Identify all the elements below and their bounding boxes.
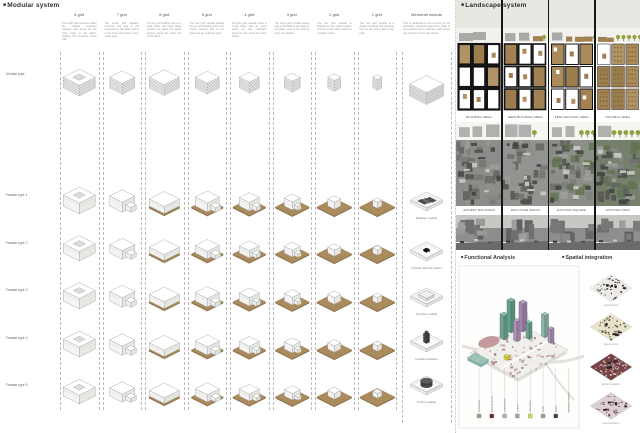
facade-cell-5 [186,371,229,411]
elevation-strip-mid [595,122,640,140]
functional-analysis-heading-text: Functional Analysis [464,255,516,261]
facade-cell-3 [143,276,186,316]
row-label-1: Facade type 1 [6,193,28,197]
grid-column-description: The two grid module is reduced to one small pavilion and the brown plate reads as a public terrace. [317,22,352,35]
memorial-module-label-0: Railway module [415,216,438,220]
grid-column-3-grid [271,0,314,415]
facade-cell-4 [313,324,356,364]
spatial-integration-heading-text: Spatial integration [565,255,613,261]
grid-column-description: The three grid module keeps only a thin slab at the edge of the plate, most of the ground turns into garden. [274,22,309,35]
grid-column-header: 5 grid [201,12,212,17]
street-photo [595,215,640,250]
elevation-strip-top [502,28,548,42]
grid-column-header: 7 grid [116,12,127,17]
module-type-cell [58,46,101,98]
elevation-strip-mid [549,122,595,140]
memorial-module-4 [398,366,455,400]
facade-cell-3 [271,276,314,316]
analysis-graphics [456,250,640,433]
panel-divider [548,0,550,250]
grid-column-5-grid [186,0,229,415]
facade-cell-2 [356,228,399,268]
grid-column-description: The eight grid modules retain the original courtyard typology and serve as the main body of the block, holding the complete urban wall. [62,22,97,42]
photo-label: EXISTING PARK [595,206,640,217]
spatial-map-caption-3: local integration [602,422,620,425]
aerial-photo [456,140,502,206]
grid-column-description: The seven grid variation removes one bay of the courtyard so the block opens to the street and gains a semi public yard. [104,22,139,38]
functional-analysis-heading [461,254,515,261]
area-label: SEMI-BUILDING AREA [502,112,548,125]
memorial-module-label-4: Circus module [416,400,437,404]
grid-column-header: 2 grid [329,12,340,17]
facade-cell-1 [356,181,399,221]
grid-column-2-grid [313,0,356,415]
facade-cell-3 [101,276,144,316]
facade-cell-4 [101,324,144,364]
facade-cell-3 [228,276,271,316]
memorial-module-1 [398,232,455,266]
facade-cell-4 [228,324,271,364]
grid-column-header: 3 grid [286,12,297,17]
elevation-strip-top [456,28,502,42]
street-photo [456,215,502,250]
grid-column-header: 8 grid [74,12,85,17]
row-label-5: Facade type 5 [6,383,28,387]
module-type-cell [356,46,399,98]
memorial-module-label-3: Central sculpture [415,357,438,361]
aerial-photo [549,140,595,206]
photo-label: EXISTING SQUARE [549,206,595,217]
facade-cell-1 [271,181,314,221]
legend-label-3: culture [516,403,520,412]
facade-cell-2 [143,228,186,268]
landscape-panel-0 [456,0,502,250]
facade-cell-5 [58,371,101,411]
landscape-board [455,0,640,433]
elevation-strip-top [549,28,595,42]
facade-cell-1 [101,181,144,221]
facade-cell-3 [186,276,229,316]
facade-cell-1 [313,181,356,221]
elevation-strip-mid [456,122,502,140]
panel-divider [501,0,503,250]
landscape-panel-1 [502,0,548,250]
elevation-strip-mid [502,122,548,140]
memorial-module-0 [398,182,455,216]
facade-cell-5 [228,371,271,411]
facade-cell-4 [143,324,186,364]
facade-cell-3 [313,276,356,316]
module-type-cell [228,46,271,98]
grid-column-1-grid [356,0,399,415]
facade-cell-2 [186,228,229,268]
panel-divider [594,0,596,250]
panel-header-bg [595,0,640,28]
module-type-cell [271,46,314,98]
legend-label-7: transport system [567,392,571,412]
row-label-3: Facade type 3 [6,288,28,292]
legend-label-1: memorial hall [490,396,494,412]
row-label-2: Facade type 2 [6,241,28,245]
legend-label-6: office [554,405,558,412]
legend-label-0: residential [478,399,481,412]
landscape-system-title [461,2,527,9]
aerial-photo [502,140,548,206]
legend-label-5: hotel [542,406,545,412]
bullet-icon: ■ [3,2,7,8]
memorial-module-label-1: (Chopin and his piano) [411,266,442,270]
facade-cell-5 [271,371,314,411]
memorial-description: This is dedicated to the memory of the old station. Along the grid axis a chain of memorial boxes is inserted, each keeps one fragment of the site history. [403,22,450,35]
module-type-cell [186,46,229,98]
facade-cell-5 [101,371,144,411]
grid-column-header: 1 grid [371,12,382,17]
elevation-strip-top [595,28,640,42]
memorial-module-2 [398,278,455,312]
area-map [549,42,595,112]
module-type-cell [143,46,186,98]
facade-cell-3 [58,276,101,316]
grid-column-header: 6 grid [159,12,170,17]
area-map [502,42,548,112]
grid-column-description: The one grid module is a single memorial cell standing free on the open plate of the park. [359,22,394,35]
grid-column-7-grid [101,0,144,415]
facade-cell-2 [228,228,271,268]
facade-cell-2 [271,228,314,268]
panel-header-bg [549,0,595,28]
legend-label-4: education [529,400,533,412]
grid-column-description: The five grid module breaks into a main building and a low annex, leaving half of the plate free as a planted yard. [189,22,224,35]
grid-column-4-grid [228,0,271,415]
area-label: SEMI-NATURAL AREA [549,112,595,125]
memorial-slab [398,58,455,106]
grid-column-description: The six grid building sits on a base plate, the lower floors spread out while the upper volume keeps the street line of the block. [147,22,182,38]
facade-cell-4 [356,324,399,364]
facade-cell-3 [356,276,399,316]
facade-cell-1 [186,181,229,221]
landscape-panel-3 [595,0,640,250]
facade-cell-4 [186,324,229,364]
row-label-4: Facade type 4 [6,336,28,340]
memorial-column [398,0,455,433]
spatial-map-caption-1: figure ground [603,343,619,346]
street-photo [502,215,548,250]
facade-cell-1 [143,181,186,221]
photo-label: ANCIENT BUILDINGS [456,206,502,217]
facade-cell-5 [356,371,399,411]
street-photo [549,215,595,250]
bullet-icon: ■ [461,2,465,8]
area-map [595,42,640,112]
grid-column-description: The four grid module mixes a small tower with an open plinth so the courtyard becomes the dominant open space. [232,22,267,38]
bullet-icon: ■ [461,254,464,259]
photo-label: MAIN FOUR WINGS [502,206,548,217]
memorial-module-label-2: Corridor module [415,312,438,316]
facade-cell-1 [228,181,271,221]
area-label: BUILDING AREA [456,112,502,125]
spatial-map-caption-0: existing fabric [603,304,619,307]
module-type-cell [101,46,144,98]
landscape-system-title-text: Landscape system [465,2,527,9]
facade-cell-1 [58,181,101,221]
legend-label-2: commercial [503,398,507,412]
row-label-0: Module type [6,72,25,76]
facade-cell-2 [101,228,144,268]
aerial-photo [595,140,640,206]
facade-cell-2 [313,228,356,268]
area-map [456,42,502,112]
memorial-module-3 [398,323,455,357]
bullet-icon: ■ [562,254,565,259]
facade-cell-4 [58,324,101,364]
module-type-cell [313,46,356,98]
facade-cell-4 [271,324,314,364]
facade-cell-5 [143,371,186,411]
spatial-map-caption-2: global integration [601,383,621,386]
grid-column-6-grid [143,0,186,415]
area-label: NATURAL AREA [595,112,640,125]
facade-cell-2 [58,228,101,268]
spatial-integration-heading [562,254,612,261]
modular-system-title-text: Modular system [7,2,60,9]
grid-column-8-grid [58,0,101,415]
grid-column-header: 4 grid [244,12,255,17]
landscape-panel-2 [549,0,595,250]
facade-cell-5 [313,371,356,411]
memorial-header: Memorial module [411,12,442,17]
